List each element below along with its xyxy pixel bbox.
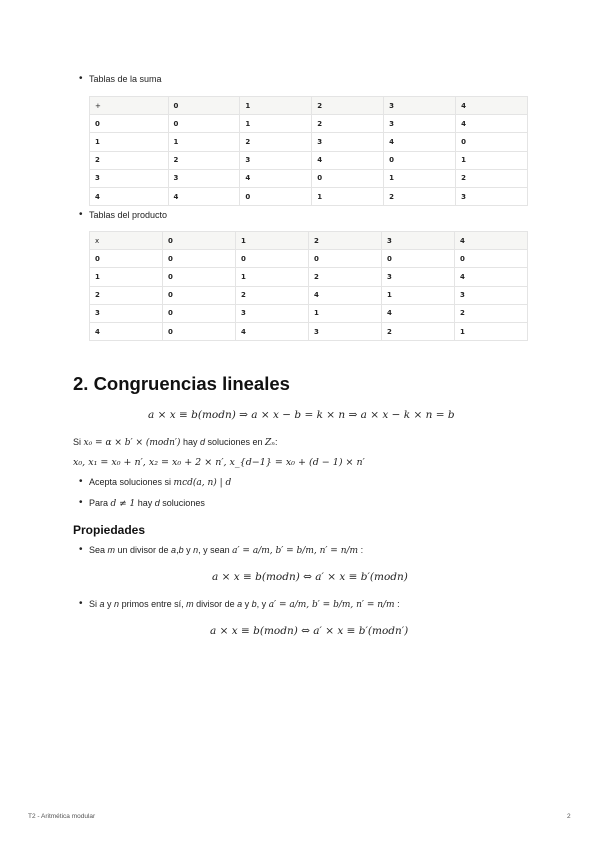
bullet-dot-icon: • xyxy=(79,497,83,508)
p1-n: n xyxy=(193,545,199,555)
bullet-sum-tables xyxy=(79,73,162,84)
table-row xyxy=(90,151,528,169)
solutions-line: x₀, x₁ = x₀ + n′, x₂ = x₀ + 2 × n′, x_{d−1} = x₀ + (d − 1) × n′ xyxy=(73,457,365,468)
table-cell: 2 xyxy=(168,151,240,169)
bullet1-formula: mcd(a, n) | d xyxy=(173,478,232,488)
table-cell: 4 xyxy=(90,187,169,205)
table-cell: 3 xyxy=(90,169,169,187)
table-cell: 2 xyxy=(312,97,384,115)
p1-a: a xyxy=(171,545,177,555)
table-cell: 4 xyxy=(309,286,382,304)
table-cell: 3 xyxy=(90,304,163,322)
si-formula: x₀ = α × b′ × (modn′) xyxy=(83,438,181,448)
table-row xyxy=(90,133,528,151)
table-cell: 4 xyxy=(382,304,455,322)
table-cell: 4 xyxy=(455,232,528,250)
table-cell: 4 xyxy=(168,187,240,205)
table-cell: 3 xyxy=(382,268,455,286)
table-cell: 1 xyxy=(312,187,384,205)
table-cell: 0 xyxy=(312,169,384,187)
p2-colon: : xyxy=(397,599,400,609)
table-cell: 0 xyxy=(455,250,528,268)
table-cell: 4 xyxy=(240,169,312,187)
property-1 xyxy=(79,544,364,556)
table-cell: 0 xyxy=(168,97,240,115)
table-cell: 0 xyxy=(240,187,312,205)
table-cell: 4 xyxy=(456,115,528,133)
table-cell: 0 xyxy=(309,250,382,268)
table-cell: 1 xyxy=(309,304,382,322)
bullet-dot-icon: • xyxy=(79,598,83,609)
table-cell: 2 xyxy=(240,133,312,151)
bullet1-text: Acepta soluciones si xyxy=(89,477,174,487)
si-prefix: Si xyxy=(73,437,84,447)
bullet2-end: soluciones xyxy=(159,498,205,508)
p2-text-a: Si xyxy=(89,599,100,609)
table-cell: 3 xyxy=(382,232,455,250)
table-cell: 3 xyxy=(309,322,382,340)
table-cell: 3 xyxy=(168,169,240,187)
table-cell: 4 xyxy=(384,133,456,151)
table-cell: 1 xyxy=(168,133,240,151)
table-cell: 2 xyxy=(309,232,382,250)
table-cell: 1 xyxy=(455,322,528,340)
bullet2-text: Para xyxy=(89,498,111,508)
p2-a: a xyxy=(99,599,105,609)
table-cell: 1 xyxy=(382,286,455,304)
table-cell: 2 xyxy=(382,322,455,340)
table-cell: 2 xyxy=(312,115,384,133)
table-cell: 2 xyxy=(455,304,528,322)
table-cell: 0 xyxy=(163,286,236,304)
table-cell: 0 xyxy=(163,304,236,322)
table-row xyxy=(90,169,528,187)
table-cell: + xyxy=(90,97,169,115)
table-cell: 1 xyxy=(384,169,456,187)
p2-n: n xyxy=(114,599,120,609)
p2-a2: a xyxy=(237,599,243,609)
table-cell: 2 xyxy=(456,169,528,187)
bullet-dot-icon: • xyxy=(79,476,83,487)
table-row xyxy=(90,286,528,304)
bullet-dot-icon: • xyxy=(79,73,83,84)
table-row xyxy=(90,322,528,340)
product-tables-label: Tablas del producto xyxy=(89,210,168,220)
table-cell: 0 xyxy=(163,232,236,250)
table-row xyxy=(90,250,528,268)
table-cell: 1 xyxy=(240,97,312,115)
bullet2-formula: d ≠ 1 xyxy=(110,499,136,509)
property-2-equation: a × x ≡ b(modn) ⇔ a′ × x ≡ b′(modn′) xyxy=(210,625,409,637)
table-cell: 4 xyxy=(455,268,528,286)
property-2 xyxy=(79,598,400,610)
table-cell: 4 xyxy=(312,151,384,169)
bullet-para xyxy=(79,497,205,509)
si-suffix: soluciones en xyxy=(204,437,266,447)
table-row xyxy=(90,304,528,322)
p2-text-c: primos entre sí, xyxy=(119,599,187,609)
table-cell: 0 xyxy=(384,151,456,169)
table-row xyxy=(90,268,528,286)
footer-title: T2 - Aritmética modular xyxy=(28,813,96,820)
bullet2-d: d xyxy=(154,498,160,508)
p2-formula: a′ = a/m, b′ = b/m, n′ = n/m xyxy=(268,600,395,610)
table-cell: 0 xyxy=(168,115,240,133)
table-cell: 4 xyxy=(90,322,163,340)
table-cell: 0 xyxy=(90,250,163,268)
table-cell: 0 xyxy=(163,322,236,340)
p2-text-e: y xyxy=(242,599,252,609)
table-row xyxy=(90,187,528,205)
table-cell: 2 xyxy=(90,286,163,304)
p1-comma: , xyxy=(176,545,179,555)
sum-table xyxy=(89,96,528,206)
sum-tables-label: Tablas de la suma xyxy=(89,74,162,84)
p1-text-a: Sea xyxy=(89,545,108,555)
section-title: 2. Congruencias lineales xyxy=(73,373,290,394)
bullet-product-tables xyxy=(79,209,168,220)
table-cell: 0 xyxy=(163,268,236,286)
table-cell: 0 xyxy=(456,133,528,151)
product_section-header-row xyxy=(90,232,528,250)
p2-b: b xyxy=(251,599,257,609)
table-cell: 2 xyxy=(236,286,309,304)
bullet-dot-icon: • xyxy=(79,209,83,220)
p1-b: b xyxy=(178,545,184,555)
table-cell: 0 xyxy=(236,250,309,268)
main-equation: a × x ≡ b(modn) ⇒ a × x − b = k × n ⇒ a × x − k × n = b xyxy=(148,409,455,421)
table-cell: 4 xyxy=(236,322,309,340)
table-cell: 0 xyxy=(382,250,455,268)
product-table xyxy=(89,231,528,341)
p2-text-b: y xyxy=(104,599,115,609)
si-zn: Zₙ xyxy=(265,438,275,448)
p2-text-f: , y xyxy=(256,599,269,609)
p2-m: m xyxy=(186,599,194,609)
bullet-dot-icon: • xyxy=(79,544,83,555)
table-cell: x xyxy=(90,232,163,250)
table-cell: 1 xyxy=(236,268,309,286)
p1-m: m xyxy=(107,545,116,555)
table-cell: 4 xyxy=(456,97,528,115)
table-cell: 3 xyxy=(455,286,528,304)
table-cell: 3 xyxy=(384,115,456,133)
table-cell: 1 xyxy=(90,268,163,286)
table-cell: 3 xyxy=(384,97,456,115)
p1-formula: a′ = a/m, b′ = b/m, n′ = n/m xyxy=(232,546,359,556)
p1-text-d: , y sean xyxy=(198,545,233,555)
p1-text-c: y xyxy=(183,545,194,555)
sum_section-header-row xyxy=(90,97,528,115)
table-cell: 1 xyxy=(456,151,528,169)
p2-text-d: divisor de xyxy=(193,599,238,609)
si-middle: hay xyxy=(180,437,200,447)
bullet-accepts xyxy=(79,476,232,488)
table-cell: 0 xyxy=(163,250,236,268)
property-1-equation: a × x ≡ b(modn) ⇔ a′ × x ≡ b′(modn) xyxy=(212,571,408,583)
si-colon: : xyxy=(274,437,278,447)
bullet2-mid: hay xyxy=(135,498,155,508)
table-cell: 1 xyxy=(240,115,312,133)
propiedades-title: Propiedades xyxy=(73,523,146,537)
table-row xyxy=(90,115,528,133)
table-cell: 3 xyxy=(240,151,312,169)
p1-text-b: un divisor de xyxy=(115,545,172,555)
si-line xyxy=(73,437,277,448)
table-cell: 0 xyxy=(90,115,169,133)
table-cell: 1 xyxy=(90,133,169,151)
si-d: d xyxy=(199,437,205,447)
table-cell: 2 xyxy=(309,268,382,286)
table-cell: 2 xyxy=(90,151,169,169)
p1-colon: : xyxy=(360,545,364,555)
table-cell: 1 xyxy=(236,232,309,250)
table-cell: 3 xyxy=(456,187,528,205)
table-cell: 2 xyxy=(384,187,456,205)
table-cell: 3 xyxy=(312,133,384,151)
page-number: 2 xyxy=(567,813,571,820)
table-cell: 3 xyxy=(236,304,309,322)
